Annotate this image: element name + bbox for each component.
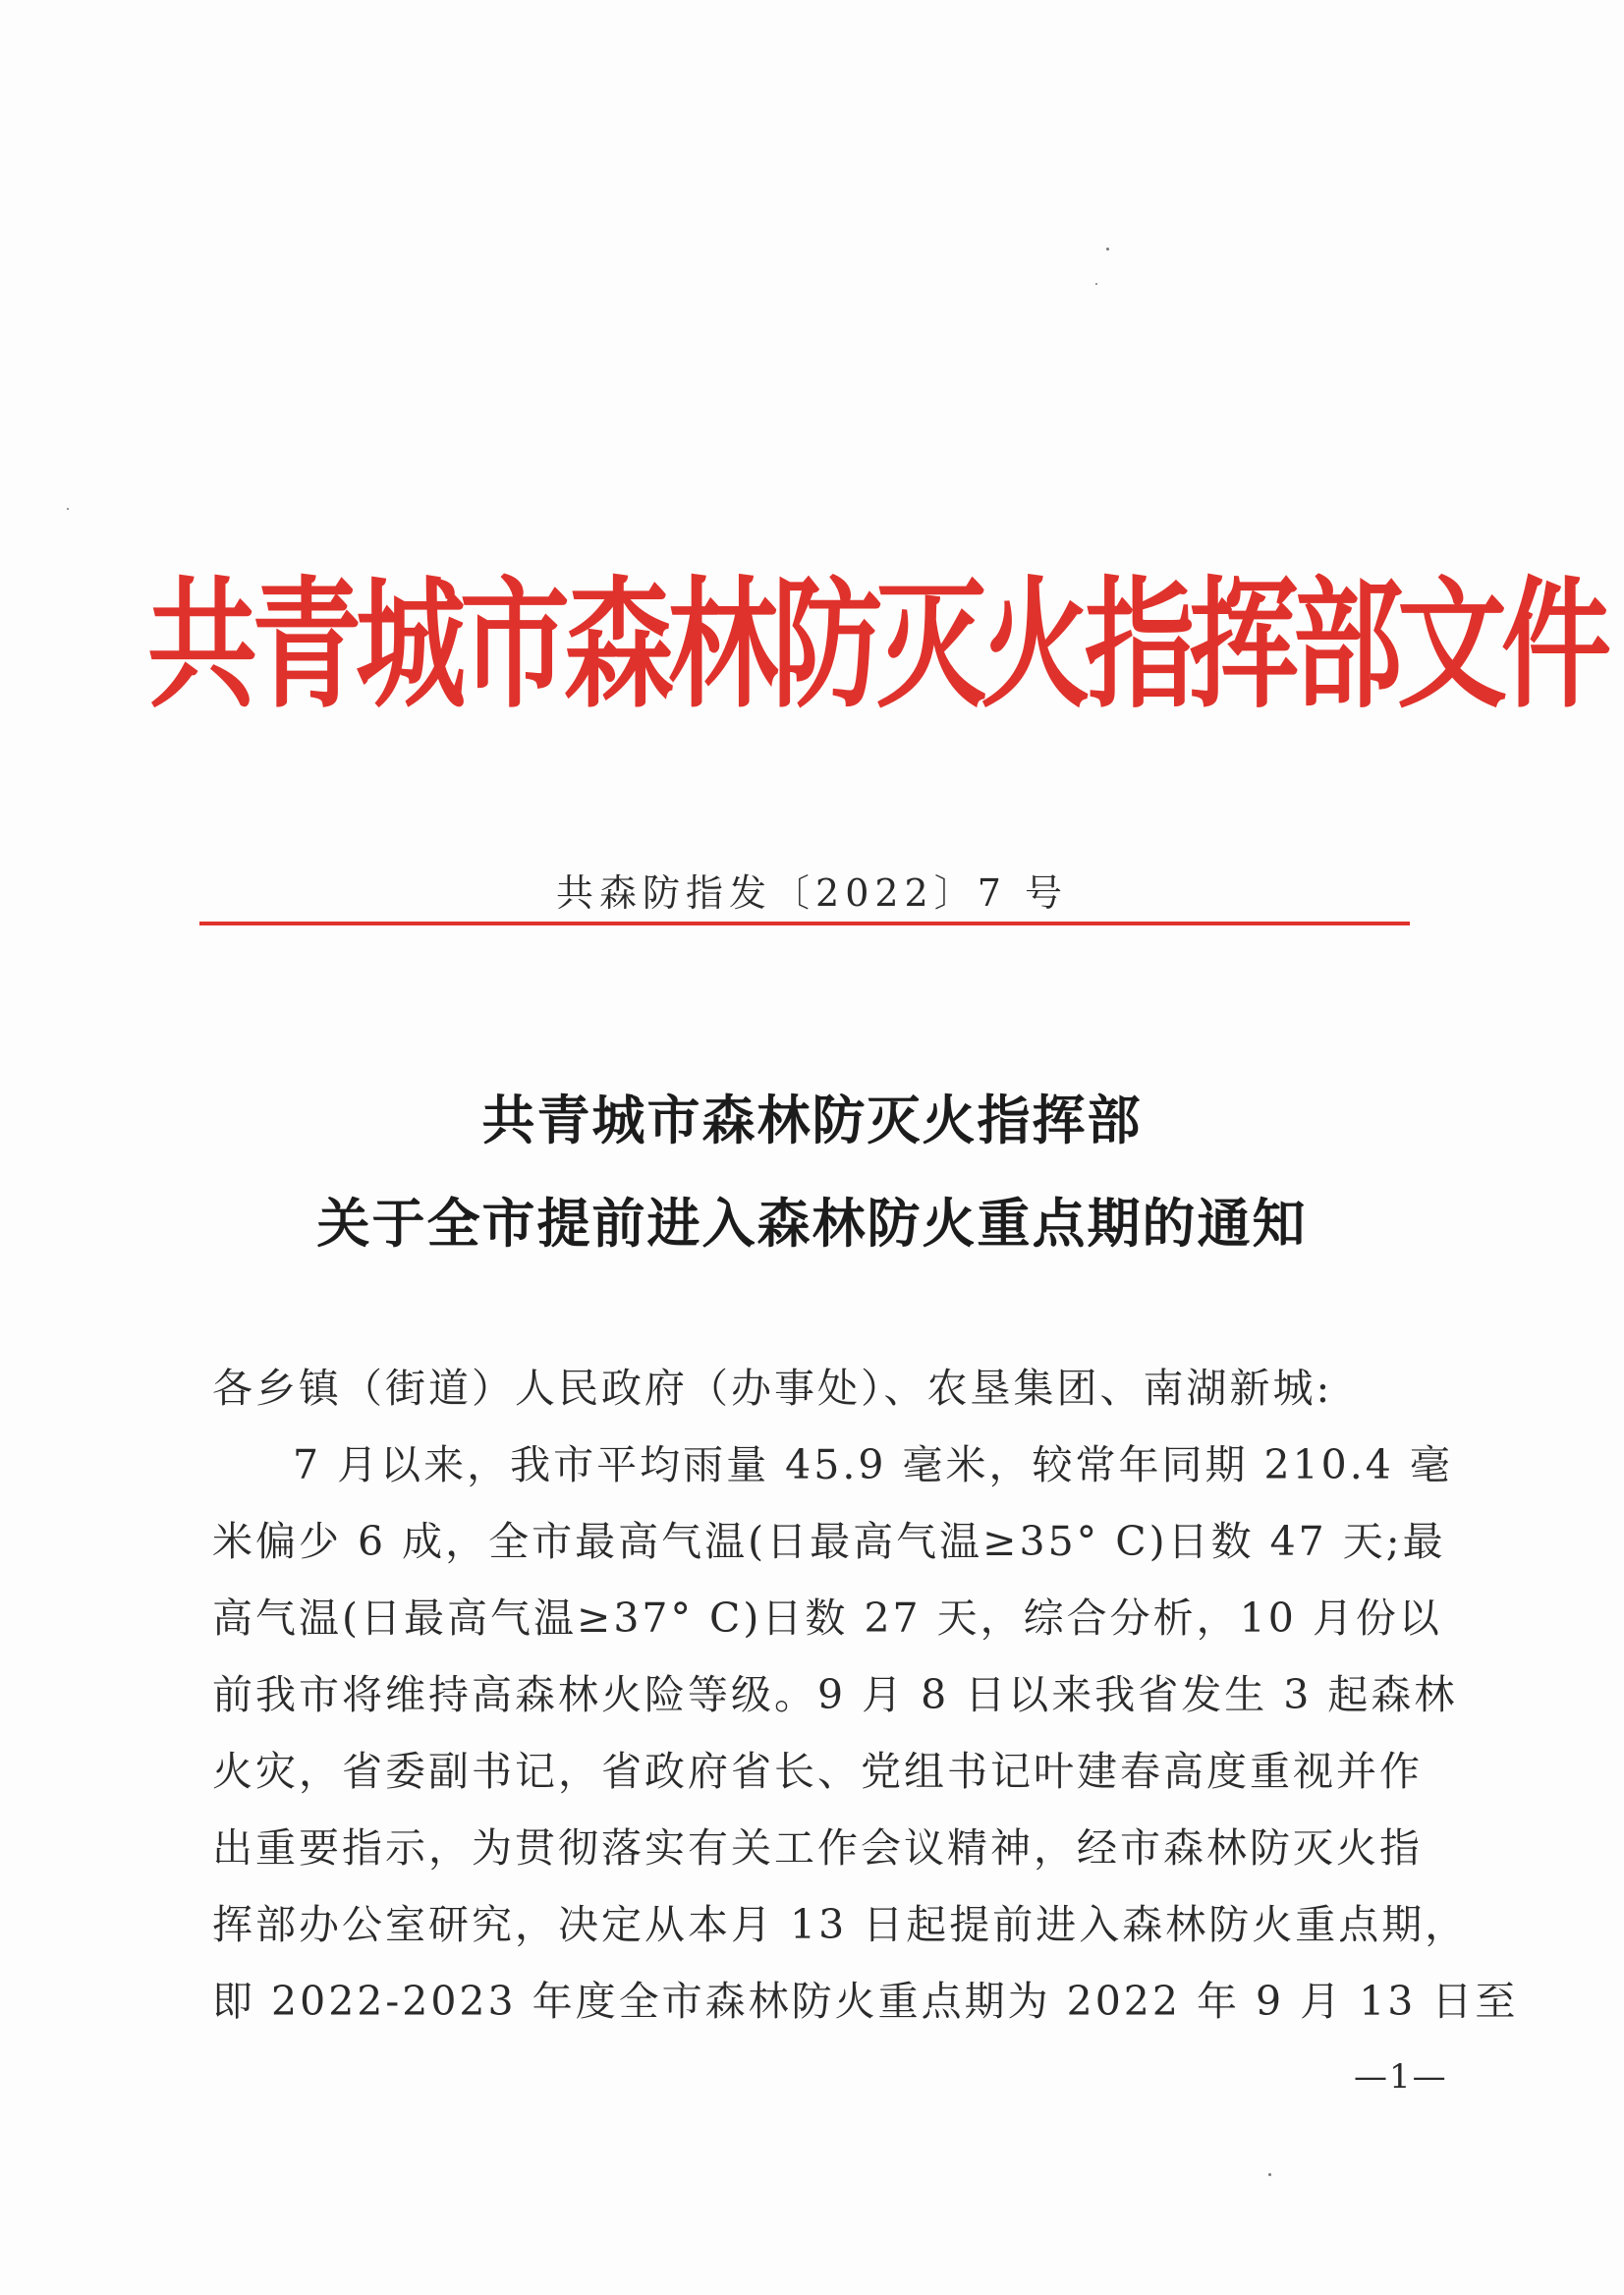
scan-speck: [67, 508, 69, 510]
scan-speck: [1106, 248, 1109, 251]
body-line: 出重要指示，为贯彻落实有关工作会议精神，经市森林防灭火指: [212, 1824, 1423, 1872]
body-line: 前我市将维持高森林火险等级。9 月 8 日以来我省发生 3 起森林: [212, 1671, 1458, 1718]
body-line: 火灾，省委副书记，省政府省长、党组书记叶建春高度重视并作: [212, 1748, 1423, 1795]
page-number: —1—: [1354, 2057, 1448, 2097]
scan-speck: [1268, 2173, 1271, 2176]
scan-speck: [1095, 283, 1097, 285]
notice-title-line-1: 共青城市森林防灭火指挥部: [481, 1089, 1143, 1151]
body-line: 即 2022-2023 年度全市森林防火重点期为 2022 年 9 月 13 日至: [212, 1978, 1519, 2025]
notice-title-line-2: 关于全市提前进入森林防火重点期的通知: [316, 1192, 1308, 1255]
body-line: 高气温(日最高气温≥37° C)日数 27 天，综合分析，10 月份以: [212, 1595, 1442, 1642]
body-line: 米偏少 6 成，全市最高气温(日最高气温≥35° C)日数 47 天;最: [212, 1518, 1446, 1565]
masthead-title: 共青城市森林防灭火指挥部文件: [147, 563, 1605, 728]
document-number: 共森防指发〔2022〕7 号: [556, 871, 1068, 915]
red-divider-line: [199, 922, 1410, 925]
body-line: 7 月以来，我市平均雨量 45.9 毫米，较常年同期 210.4 毫: [293, 1441, 1453, 1488]
salutation: 各乡镇（街道）人民政府（办事处）、农垦集团、南湖新城:: [212, 1365, 1333, 1412]
body-line: 挥部办公室研究，决定从本月 13 日起提前进入森林防火重点期，: [212, 1901, 1469, 1948]
